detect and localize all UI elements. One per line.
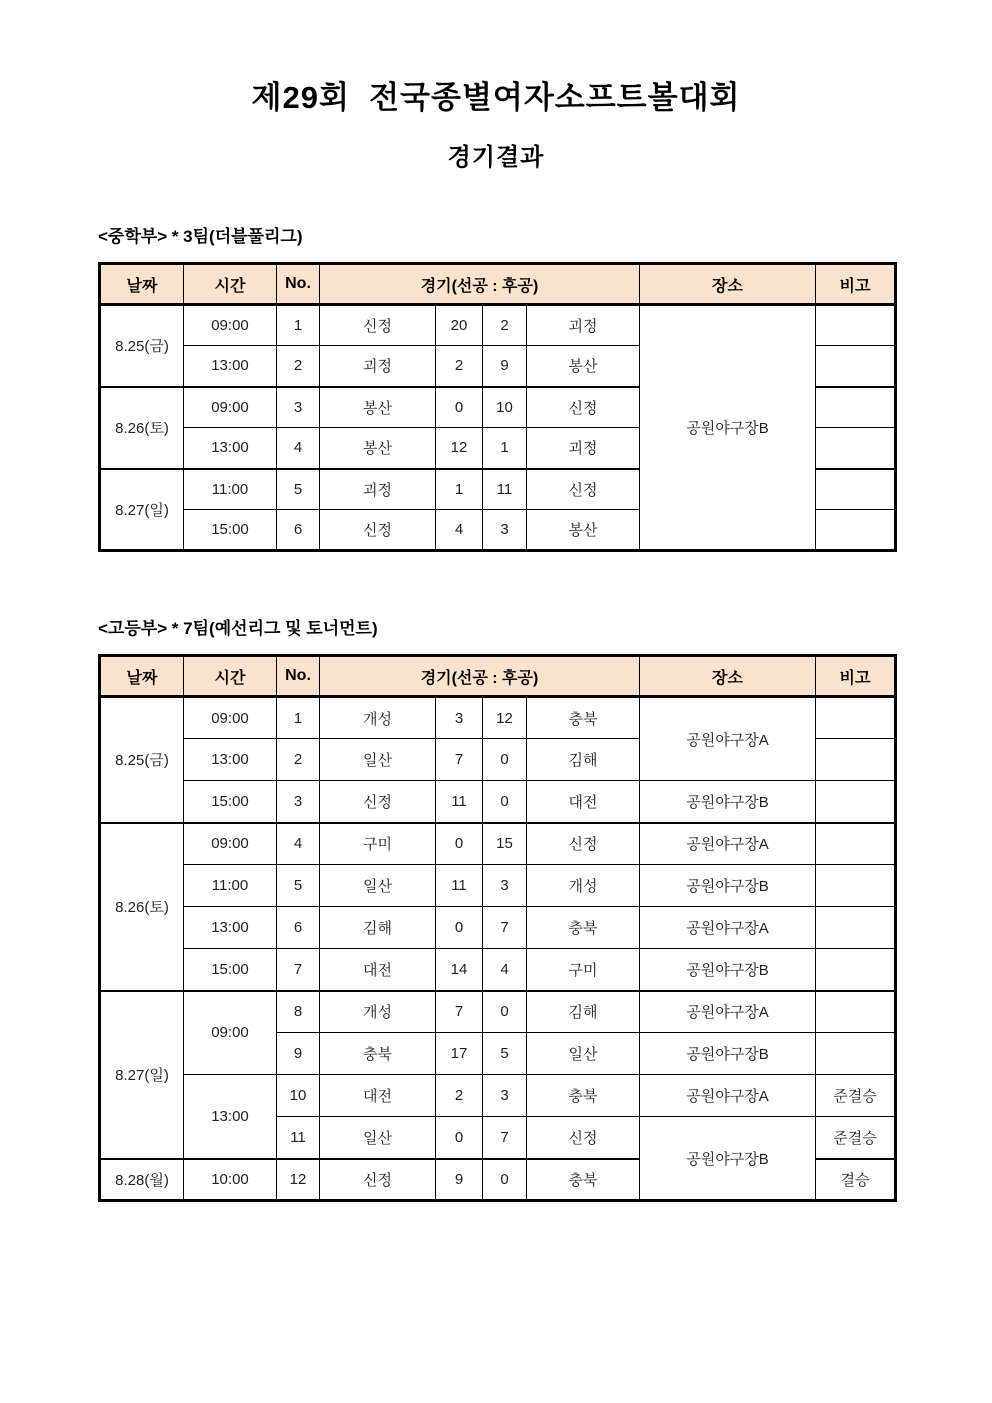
score-second-cell: 15 <box>483 823 527 865</box>
score-first-cell: 0 <box>436 1117 483 1159</box>
score-first-cell: 3 <box>436 697 483 739</box>
team-first-cell: 개성 <box>320 991 436 1033</box>
page-title: 제29회 전국종별여자소프트볼대회 <box>251 80 741 115</box>
col-header-time: 시간 <box>184 656 277 697</box>
score-second-cell: 7 <box>483 1117 527 1159</box>
date-cell: 8.28(월) <box>100 1159 184 1201</box>
score-second-cell: 0 <box>483 739 527 781</box>
team-first-cell: 괴정 <box>320 346 436 387</box>
table-row <box>100 1075 896 1117</box>
score-first-cell: 0 <box>436 387 483 428</box>
col-header-game: 경기(선공 : 후공) <box>320 264 640 305</box>
time-cell: 15:00 <box>184 781 277 823</box>
team-first-cell: 신정 <box>320 305 436 346</box>
time-cell: 09:00 <box>184 387 277 428</box>
time-cell: 13:00 <box>184 739 277 781</box>
time-cell: 09:00 <box>184 991 277 1075</box>
note-cell <box>816 697 896 739</box>
game-no-cell: 12 <box>277 1159 320 1201</box>
game-no-cell: 1 <box>277 697 320 739</box>
score-first-cell: 14 <box>436 949 483 991</box>
team-second-cell: 충북 <box>527 697 640 739</box>
team-first-cell: 일산 <box>320 1117 436 1159</box>
team-second-cell: 괴정 <box>527 305 640 346</box>
venue-cell: 공원야구장B <box>640 1117 816 1201</box>
time-cell: 09:00 <box>184 697 277 739</box>
team-second-cell: 신정 <box>527 823 640 865</box>
game-no-cell: 5 <box>277 865 320 907</box>
time-cell: 10:00 <box>184 1159 277 1201</box>
game-no-cell: 9 <box>277 1033 320 1075</box>
team-first-cell: 봉산 <box>320 428 436 469</box>
note-cell <box>816 387 896 428</box>
game-no-cell: 11 <box>277 1117 320 1159</box>
note-cell <box>816 510 896 551</box>
game-no-cell: 7 <box>277 949 320 991</box>
game-no-cell: 5 <box>277 469 320 510</box>
score-second-cell: 10 <box>483 387 527 428</box>
col-header-date: 날짜 <box>100 656 184 697</box>
score-first-cell: 1 <box>436 469 483 510</box>
venue-cell: 공원야구장B <box>640 949 816 991</box>
col-header-game: 경기(선공 : 후공) <box>320 656 640 697</box>
date-cell: 8.25(금) <box>100 305 184 387</box>
score-first-cell: 12 <box>436 428 483 469</box>
team-second-cell: 신정 <box>527 387 640 428</box>
team-first-cell: 대전 <box>320 1075 436 1117</box>
date-cell: 8.26(토) <box>100 387 184 469</box>
team-first-cell: 신정 <box>320 510 436 551</box>
time-cell: 11:00 <box>184 469 277 510</box>
time-cell: 13:00 <box>184 346 277 387</box>
table-row <box>100 697 896 739</box>
score-first-cell: 4 <box>436 510 483 551</box>
results-table-middle-school <box>98 262 897 552</box>
col-header-time: 시간 <box>184 264 277 305</box>
note-cell: 결승 <box>816 1159 896 1201</box>
game-no-cell: 4 <box>277 428 320 469</box>
table-row <box>100 781 896 823</box>
game-no-cell: 1 <box>277 305 320 346</box>
game-no-cell: 2 <box>277 346 320 387</box>
score-second-cell: 0 <box>483 1159 527 1201</box>
score-second-cell: 7 <box>483 907 527 949</box>
team-first-cell: 구미 <box>320 823 436 865</box>
time-cell: 09:00 <box>184 823 277 865</box>
venue-cell: 공원야구장B <box>640 781 816 823</box>
note-cell <box>816 907 896 949</box>
note-cell <box>816 949 896 991</box>
col-header-venue: 장소 <box>640 656 816 697</box>
note-cell <box>816 739 896 781</box>
date-cell: 8.25(금) <box>100 697 184 823</box>
table-row <box>100 907 896 949</box>
time-cell: 11:00 <box>184 865 277 907</box>
col-header-no: No. <box>277 264 320 305</box>
team-first-cell: 봉산 <box>320 387 436 428</box>
header-row <box>100 656 896 697</box>
time-cell: 15:00 <box>184 510 277 551</box>
note-cell <box>816 781 896 823</box>
note-cell: 준결승 <box>816 1075 896 1117</box>
header-row <box>100 264 896 305</box>
team-second-cell: 봉산 <box>527 346 640 387</box>
score-first-cell: 11 <box>436 865 483 907</box>
score-second-cell: 11 <box>483 469 527 510</box>
table-row <box>100 823 896 865</box>
game-no-cell: 8 <box>277 991 320 1033</box>
score-first-cell: 17 <box>436 1033 483 1075</box>
date-cell: 8.27(일) <box>100 991 184 1159</box>
score-second-cell: 1 <box>483 428 527 469</box>
game-no-cell: 4 <box>277 823 320 865</box>
table-row <box>100 305 896 346</box>
game-no-cell: 3 <box>277 387 320 428</box>
game-no-cell: 2 <box>277 739 320 781</box>
table-row <box>100 991 896 1033</box>
note-cell <box>816 823 896 865</box>
game-no-cell: 6 <box>277 510 320 551</box>
time-cell: 15:00 <box>184 949 277 991</box>
team-first-cell: 괴정 <box>320 469 436 510</box>
team-first-cell: 일산 <box>320 739 436 781</box>
team-first-cell: 신정 <box>320 781 436 823</box>
score-second-cell: 2 <box>483 305 527 346</box>
note-cell <box>816 428 896 469</box>
note-cell <box>816 865 896 907</box>
venue-cell: 공원야구장B <box>640 305 816 551</box>
team-first-cell: 김해 <box>320 907 436 949</box>
team-first-cell: 개성 <box>320 697 436 739</box>
venue-cell: 공원야구장A <box>640 991 816 1033</box>
team-second-cell: 충북 <box>527 1075 640 1117</box>
page-subtitle: 경기결과 <box>447 144 545 171</box>
col-header-venue: 장소 <box>640 264 816 305</box>
team-first-cell: 일산 <box>320 865 436 907</box>
score-first-cell: 9 <box>436 1159 483 1201</box>
col-header-note: 비고 <box>816 264 896 305</box>
date-cell: 8.27(일) <box>100 469 184 551</box>
note-cell <box>816 1033 896 1075</box>
team-second-cell: 괴정 <box>527 428 640 469</box>
note-cell <box>816 469 896 510</box>
col-header-note: 비고 <box>816 656 896 697</box>
game-no-cell: 10 <box>277 1075 320 1117</box>
venue-cell: 공원야구장A <box>640 823 816 865</box>
note-cell: 준결승 <box>816 1117 896 1159</box>
team-second-cell: 신정 <box>527 469 640 510</box>
score-first-cell: 0 <box>436 823 483 865</box>
score-first-cell: 7 <box>436 991 483 1033</box>
team-second-cell: 구미 <box>527 949 640 991</box>
table-row <box>100 865 896 907</box>
game-no-cell: 6 <box>277 907 320 949</box>
score-second-cell: 0 <box>483 991 527 1033</box>
score-second-cell: 12 <box>483 697 527 739</box>
score-second-cell: 4 <box>483 949 527 991</box>
results-table-high-school <box>98 654 897 1202</box>
score-first-cell: 11 <box>436 781 483 823</box>
score-second-cell: 0 <box>483 781 527 823</box>
score-second-cell: 3 <box>483 510 527 551</box>
time-cell: 13:00 <box>184 1075 277 1159</box>
note-cell <box>816 346 896 387</box>
venue-cell: 공원야구장B <box>640 865 816 907</box>
team-second-cell: 충북 <box>527 1159 640 1201</box>
section-heading-high-school: <고등부> * 7팀(예선리그 및 토너먼트) <box>98 619 378 638</box>
team-second-cell: 충북 <box>527 907 640 949</box>
score-first-cell: 7 <box>436 739 483 781</box>
score-first-cell: 2 <box>436 346 483 387</box>
time-cell: 13:00 <box>184 907 277 949</box>
team-second-cell: 봉산 <box>527 510 640 551</box>
team-second-cell: 김해 <box>527 739 640 781</box>
score-second-cell: 5 <box>483 1033 527 1075</box>
team-second-cell: 신정 <box>527 1117 640 1159</box>
score-second-cell: 9 <box>483 346 527 387</box>
note-cell <box>816 991 896 1033</box>
time-cell: 09:00 <box>184 305 277 346</box>
team-first-cell: 대전 <box>320 949 436 991</box>
col-header-date: 날짜 <box>100 264 184 305</box>
time-cell: 13:00 <box>184 428 277 469</box>
venue-cell: 공원야구장A <box>640 697 816 781</box>
venue-cell: 공원야구장A <box>640 907 816 949</box>
team-first-cell: 충북 <box>320 1033 436 1075</box>
team-second-cell: 대전 <box>527 781 640 823</box>
venue-cell: 공원야구장B <box>640 1033 816 1075</box>
score-first-cell: 20 <box>436 305 483 346</box>
col-header-no: No. <box>277 656 320 697</box>
date-cell: 8.26(토) <box>100 823 184 991</box>
note-cell <box>816 305 896 346</box>
table-row <box>100 949 896 991</box>
score-first-cell: 2 <box>436 1075 483 1117</box>
section-heading-middle-school: <중학부> * 3팀(더블풀리그) <box>98 227 303 246</box>
score-second-cell: 3 <box>483 865 527 907</box>
venue-cell: 공원야구장A <box>640 1075 816 1117</box>
score-first-cell: 0 <box>436 907 483 949</box>
team-second-cell: 일산 <box>527 1033 640 1075</box>
team-second-cell: 김해 <box>527 991 640 1033</box>
team-first-cell: 신정 <box>320 1159 436 1201</box>
team-second-cell: 개성 <box>527 865 640 907</box>
score-second-cell: 3 <box>483 1075 527 1117</box>
game-no-cell: 3 <box>277 781 320 823</box>
